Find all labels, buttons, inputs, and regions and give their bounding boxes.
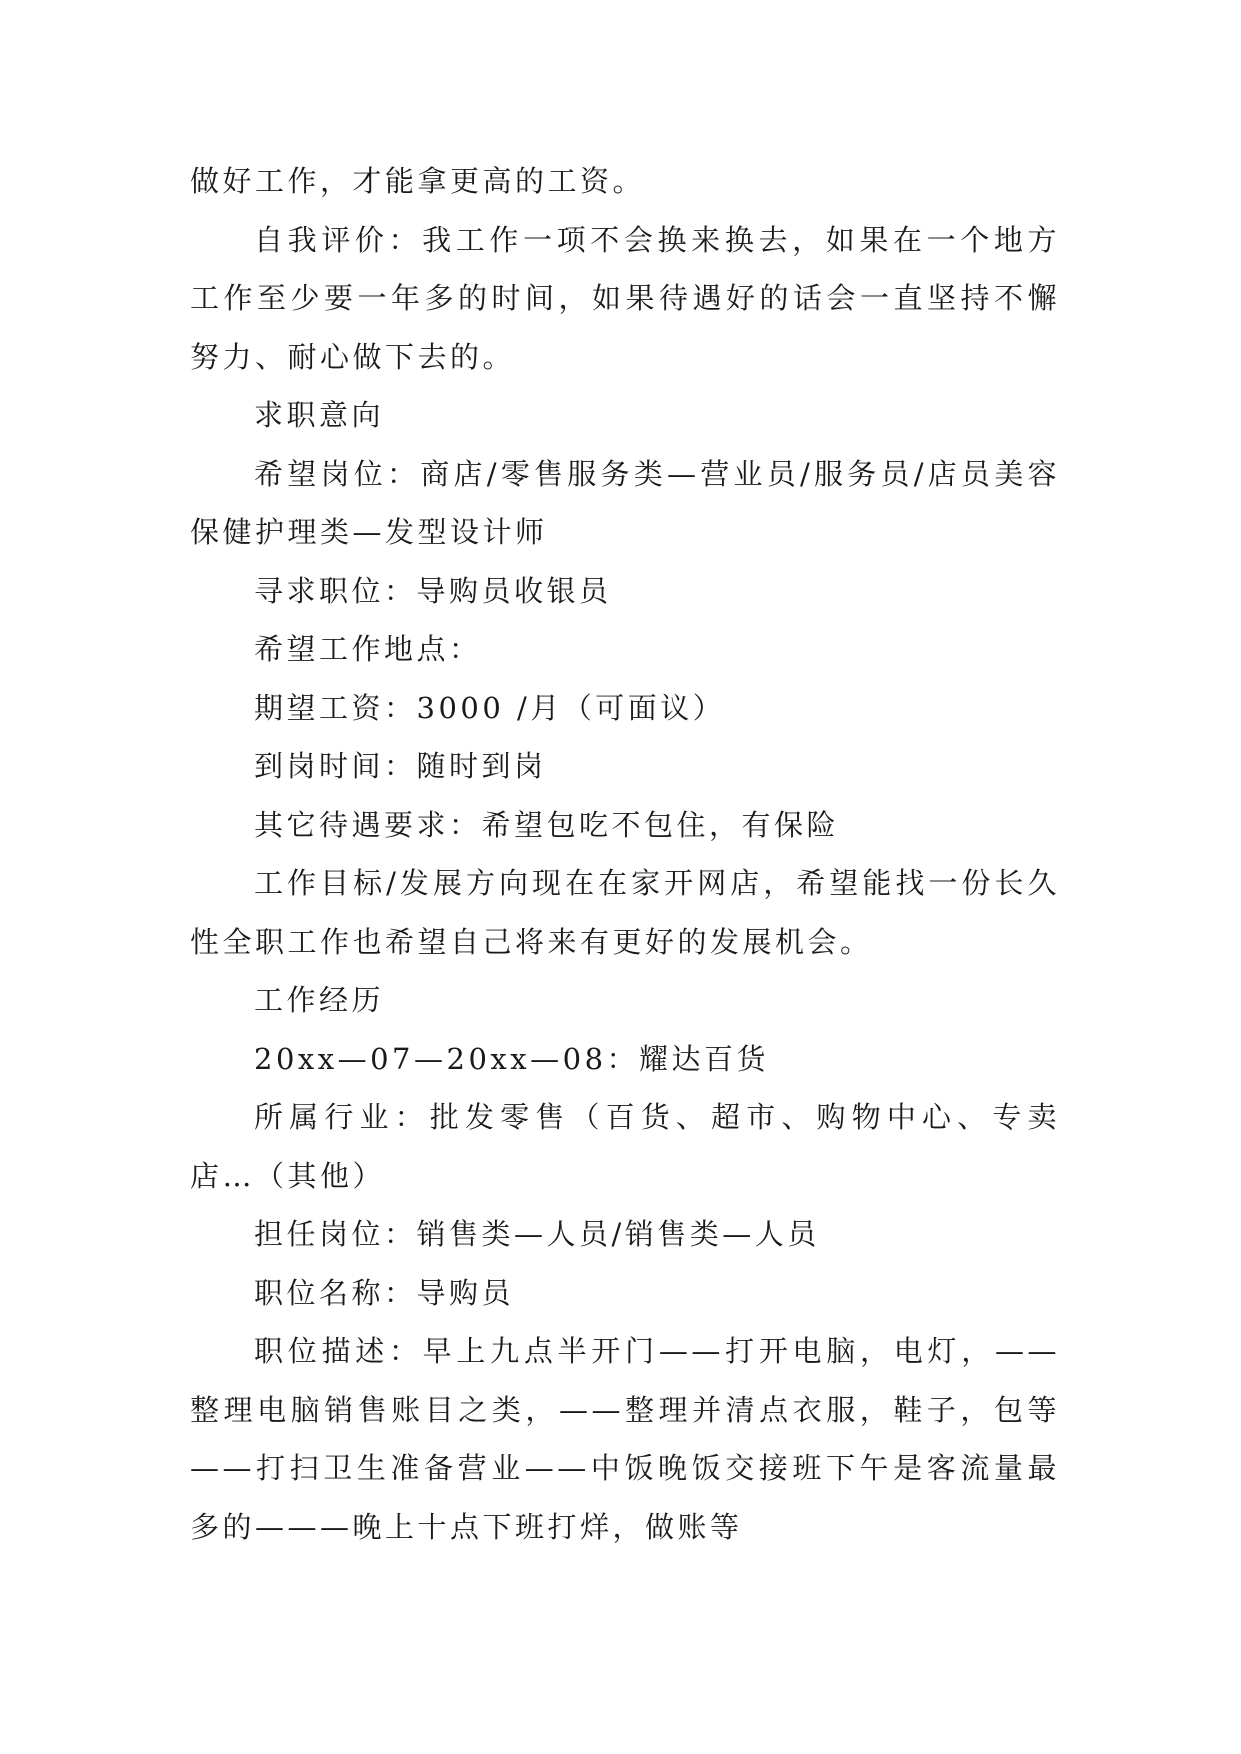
paragraph-self-evaluation: 自我评价：我工作一项不会换来换去，如果在一个地方工作至少要一年多的时间，如果待遇好的话会一直坚持不懈努力、耐心做下去的。 (190, 222, 1060, 374)
paragraph-career-goal: 工作目标/发展方向现在在家开网店，希望能找一份长久性全职工作也希望自己将来有更好的发展机会。 (190, 866, 1060, 959)
paragraph-other-requirements: 其它待遇要求：希望包吃不包住，有保险 (254, 807, 840, 842)
paragraph-start-time: 到岗时间：随时到岗 (254, 749, 547, 783)
document-body (190, 152, 1060, 1556)
paragraph-role: 担任岗位：销售类—人员/销售类—人员 (254, 1217, 820, 1251)
section-heading-job-intention: 求职意向 (254, 398, 385, 432)
paragraph-desired-location: 希望工作地点： (254, 632, 482, 666)
paragraph-work-continuation: 做好工作，才能拿更高的工资。 (190, 164, 646, 198)
paragraph-desired-position: 希望岗位：商店/零售服务类—营业员/服务员/店员美容保健护理类—发型设计师 (190, 456, 1060, 549)
paragraph-sought-position: 寻求职位：导购员收银员 (254, 573, 612, 608)
paragraph-job-description: 职位描述：早上九点半开门——打开电脑，电灯，——整理电脑销售账目之类，——整理并清点衣服，鞋子，包等——打扫卫生准备营业——中饭晚饭交接班下午是客流量最多的———晚上十点下班打烊，做账等 (190, 1334, 1060, 1544)
paragraph-industry: 所属行业：批发零售（百货、超市、购物中心、专卖店…（其他） (190, 1100, 1060, 1193)
section-heading-work-experience: 工作经历 (254, 983, 385, 1017)
paragraph-expected-salary: 期望工资：3000 /月（可面议） (254, 690, 726, 725)
paragraph-job-title: 职位名称：导购员 (254, 1275, 515, 1310)
paragraph-employment-period: 20xx—07—20xx—08：耀达百货 (254, 1041, 770, 1076)
